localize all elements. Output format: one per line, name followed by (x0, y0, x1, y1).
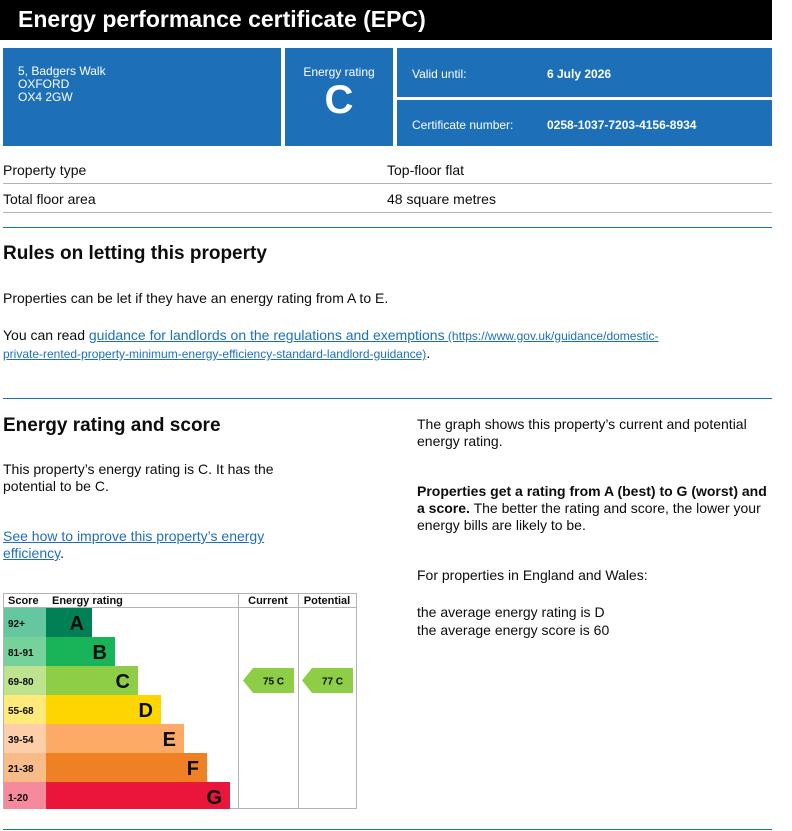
rating-explainer-rest: The better the rating and score, the lower your energy bills are likely to be. (417, 500, 761, 533)
energy-rating-box (285, 48, 393, 146)
energy-rating-label: Energy rating (303, 65, 375, 79)
letting-para-2 (3, 327, 773, 363)
section-divider (3, 829, 772, 830)
landlord-guidance-link-text[interactable]: guidance for landlords on the regulations and exemptions (88, 327, 445, 343)
chart-header-potential: Potential (303, 595, 351, 607)
band-score-c: 69-80 (8, 677, 34, 688)
improve-suffix: . (60, 545, 64, 561)
address-line-3: OX4 2GW (18, 90, 73, 104)
band-letter-d: D (138, 700, 153, 722)
band-letter-f: F (186, 758, 199, 780)
section-divider (3, 227, 772, 228)
certificate-number-value: 0258-1037-7203-4156-8934 (547, 118, 697, 132)
letting-para-1: Properties can be let if they have an energy rating from A to E. (3, 290, 389, 306)
band-bar-f (46, 753, 207, 782)
band-letter-e: E (162, 729, 176, 751)
band-score-e: 39-54 (8, 735, 34, 746)
floor-area-value: 48 square metres (387, 191, 496, 207)
current-rating-arrow-label: 75 C (262, 676, 285, 688)
section-divider (3, 398, 772, 399)
band-score-d: 55-68 (8, 706, 34, 717)
property-type-row (3, 155, 772, 184)
energy-rating-letter: C (324, 78, 354, 122)
energy-heading: Energy rating and score (3, 415, 221, 436)
band-letter-b: B (92, 642, 107, 664)
chart-header-score: Score (8, 595, 39, 607)
band-letter-c: C (115, 671, 130, 693)
valid-until-box (397, 48, 772, 97)
letting-para-2-suffix: . (426, 345, 431, 361)
rating-explainer (417, 483, 773, 534)
band-letter-g: G (206, 787, 222, 809)
average-score: the average energy score is 60 (417, 622, 610, 638)
improve-efficiency-link[interactable]: See how to improve this property’s energy efficiency (3, 528, 265, 561)
valid-until-label: Valid until: (412, 67, 467, 81)
band-bar-g (46, 782, 230, 809)
letting-para-2-prefix: You can read (3, 327, 89, 343)
property-type-label: Property type (3, 162, 87, 178)
letting-heading: Rules on letting this property (3, 243, 267, 264)
potential-rating-arrow-label: 77 C (321, 676, 344, 688)
address-box (3, 48, 281, 146)
floor-area-row (3, 184, 772, 213)
certificate-number-box (397, 100, 772, 146)
property-type-value: Top-floor flat (387, 162, 465, 178)
floor-area-label: Total floor area (3, 191, 96, 207)
energy-para-1: This property’s energy rating is C. It has the potential to be C. (3, 461, 274, 494)
title-bar (0, 0, 772, 40)
chart-header-rating: Energy rating (52, 595, 123, 607)
landlord-guidance-link[interactable] (3, 327, 658, 361)
average-rating: the average energy rating is D (417, 604, 605, 620)
valid-until-value: 6 July 2026 (547, 67, 612, 81)
chart-header-current: Current (248, 595, 288, 607)
band-score-g: 1-20 (8, 793, 29, 804)
band-letter-a: A (69, 613, 84, 635)
certificate-number-label: Certificate number: (412, 118, 514, 132)
band-score-b: 81-91 (8, 648, 34, 659)
band-score-a: 92+ (8, 619, 25, 630)
band-score-f: 21-38 (8, 764, 34, 775)
landlord-guidance-url-2[interactable]: private-rented-property-minimum-energy-efficiency-standard-landlord-guidance) (3, 347, 427, 361)
landlord-guidance-url-1[interactable]: (https://www.gov.uk/guidance/domestic- (444, 329, 659, 343)
epc-rating-chart (3, 593, 357, 809)
page-title: Energy performance certificate (EPC) (18, 6, 426, 32)
england-wales-note: For properties in England and Wales: (417, 567, 648, 583)
rating-explainer-bold: Properties get a rating from A (best) to G (worst) and a score. (417, 483, 767, 516)
address-line-2: OXFORD (18, 77, 70, 91)
graph-explainer: The graph shows this property’s current and potential energy rating. (417, 416, 747, 449)
address-line-1: 5, Badgers Walk (18, 64, 106, 78)
improve-paragraph (3, 528, 313, 562)
